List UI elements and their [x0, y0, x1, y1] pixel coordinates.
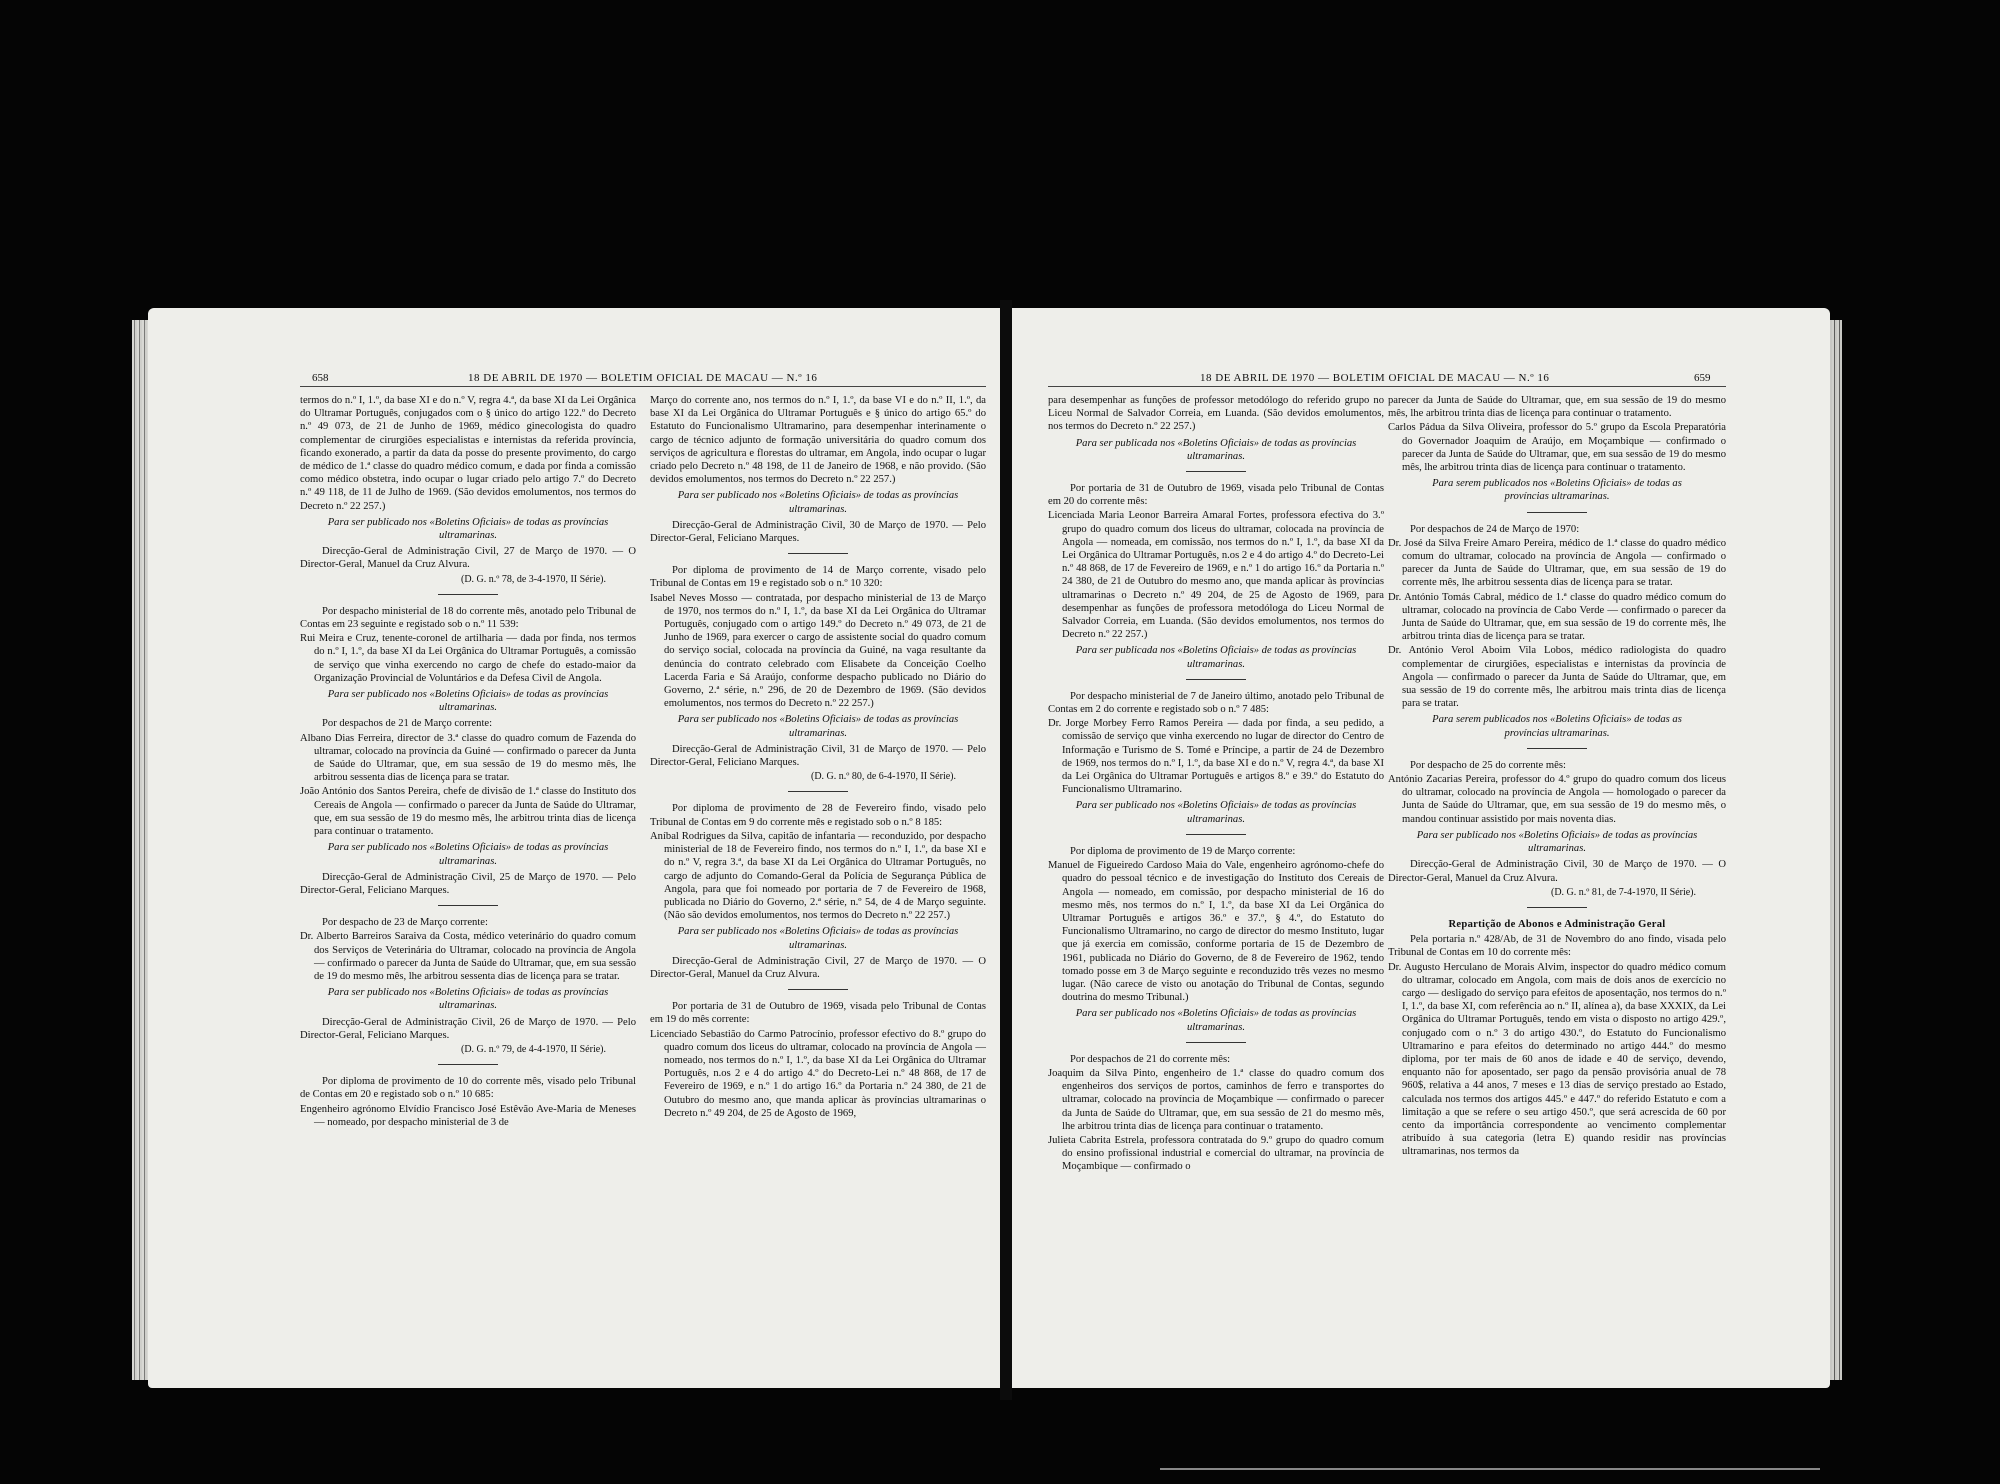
paragraph: Rui Meira e Cruz, tenente-coronel de artilharia — dada por finda, nos termos do n.º I, 1.º, da base XI da Lei Orgânica do Ultramar Português, a comissão de serviço que vinha exercendo no cargo de chefe do estado-maior da Organização Provincial de Voluntários e da Defesa Civil de Angola.	[300, 633, 636, 684]
left-header-rule	[300, 386, 986, 387]
column-3	[1048, 394, 1384, 1175]
publication-note: Para ser publicado nos «Boletins Oficiais» de todas as províncias ultramarinas.	[677, 926, 959, 951]
publication-note: Para ser publicado nos «Boletins Oficiais» de todas as províncias ultramarinas.	[327, 842, 609, 867]
paragraph: Engenheiro agrónomo Elvídio Francisco José Estêvão Ave-Maria de Meneses — nomeado, por despacho ministerial de 3 de	[300, 1103, 636, 1128]
publication-note: Para serem publicados nos «Boletins Oficiais» de todas as províncias ultramarinas.	[1432, 714, 1682, 739]
signature-line: Direcção-Geral de Administração Civil, 27 de Março de 1970. — O Director-Geral, Manuel da Cruz Alvura.	[300, 546, 636, 571]
publication-note: Para ser publicado nos «Boletins Oficiais» de todas as províncias ultramarinas.	[327, 689, 609, 714]
separator	[438, 1064, 498, 1065]
separator	[438, 594, 498, 595]
publication-note: Para ser publicado nos «Boletins Oficiais» de todas as províncias ultramarinas.	[677, 714, 959, 739]
publication-note: Para ser publicado nos «Boletins Oficiais» de todas as províncias ultramarinas.	[1075, 800, 1357, 825]
reference-line: (D. G. n.º 80, de 6-4-1970, II Série).	[810, 771, 956, 783]
paragraph: para desempenhar as funções de professor metodólogo do referido grupo no Liceu Normal de Salvador Correia, em Luanda. (São devidos emolumentos, nos termos do Decreto n.º 22 257.)	[1048, 395, 1384, 433]
paragraph: Albano Dias Ferreira, director de 3.ª classe do quadro comum de Fazenda do ultramar, colocado na província da Guiné — confirmado o parecer da Junta de Saúde do Ultramar, que, em sua sessão de 19 do mesmo mês, lhe arbitrou sessenta dias de licença para se tratar.	[300, 732, 636, 784]
publication-note: Para ser publicado nos «Boletins Oficiais» de todas as províncias ultramarinas.	[1075, 1008, 1357, 1033]
paragraph: Dr. José da Silva Freire Amaro Pereira, médico de 1.ª classe do quadro médico comum do ultramar, colocado na província de Angola — confirmado o parecer da Junta de Saúde do Ultramar, que, em sua sessão de 19 do corrente mês, lhe arbitrou sessenta dias de licença para se tratar.	[1388, 537, 1726, 589]
paragraph: João António dos Santos Pereira, chefe de divisão de 1.ª classe do Instituto dos Cereais de Angola — confirmado o parecer da Junta de Saúde do Ultramar, que, em sua sessão de 19 do mesmo mês, lhe arbitrou trinta dias de licença para continuar o tratamento.	[300, 786, 636, 838]
paragraph: Por diploma de provimento de 28 de Fevereiro findo, visado pelo Tribunal de Contas em 9 do corrente mês e registado sob o n.º 8 185:	[650, 803, 986, 828]
paragraph: Março do corrente ano, nos termos do n.º I, 1.º, da base VI e do n.º II, 1.º, da base XI da Lei Orgânica do Ultramar Português e § único do artigo 65.º do Estatuto do Funcionalismo Ultramarino, para desempenhar interinamente o cargo de técnico adjunto de formação universitária do quadro comum dos serviços de agricultura e florestas do ultramar, em Angola, indo ocupar o lugar criado pelo Decreto n.º 48 198, de 11 de Janeiro de 1968, e não provido. (São devidos emolumentos, nos termos do Decreto n.º 22 257.)	[650, 395, 986, 486]
paragraph: Por despachos de 24 de Março de 1970:	[1410, 523, 1580, 535]
separator	[788, 553, 848, 554]
signature-line: Direcção-Geral de Administração Civil, 31 de Março de 1970. — Pelo Director-Geral, Feliciano Marques.	[650, 743, 986, 769]
right-page-number: 659	[1694, 372, 1711, 384]
paragraph: Dr. Augusto Herculano de Morais Alvim, inspector do quadro médico comum do ultramar, colocado em Angola, com mais de dois anos de exercício no cargo — desligado do serviço para efeitos de aposentação, nos termos do n.º I, 1.º, da base XI, com referência ao n.º II, alínea a), da base XXXIX, da Lei Orgânica do Ultramar Português, tendo em vista o disposto no artigo 429.º, conjugado com o n.º 3 do artigo 430.º, do Estatuto do Funcionalismo Ultramarino e para efeitos do determinado no artigo 444.º do mesmo diploma, por ter mais de 60 anos de idade e 40 de serviço, devendo, enquanto não for aposentado, ser pago da pensão provisória anual de 78 960$, relativa a 44 anos, 7 meses e 13 dias de serviço prestado ao Estado, calculada nos termos dos artigos 445.º e 447.º do referido Estatuto e com a limitação a que se refere o seu artigo 450.º, que será acrescida de 60 por cento da importância correspondente ao vencimento complementar atribuído à sua categoria (letra E) quando residir nas províncias ultramarinas, nos termos da	[1388, 961, 1726, 1158]
left-page-header: 18 DE ABRIL DE 1970 — BOLETIM OFICIAL DE MACAU — N.º 16	[468, 372, 818, 384]
publication-note: Para serem publicados nos «Boletins Oficiais» de todas as províncias ultramarinas.	[1432, 478, 1682, 503]
book-gutter	[1000, 300, 1012, 1400]
paragraph: Licenciada Maria Leonor Barreira Amaral Fortes, professora efectiva do 3.º grupo do quadro comum dos liceus do ultramar, colocada na província de Angola — nomeada, em comissão, nos termos do n.º I, 1.º, da base XI da Lei Orgânica do Ultramar Português, n.os 2 e 4 do artigo 4.º do Decreto-Lei n.º 48 868, de 17 de Fevereiro de 1969, e n.º 1 do artigo 16.º da Portaria n.º 24 380, de 21 de Outubro do mesmo ano, que manda aplicar às províncias ultramarinas o Decreto n.º 49 204, de 25 de Agosto de 1969, para desempenhar as funções de professora metodóloga do Liceu Normal de Salvador Correia, em Luanda. (São devidos emolumentos, nos termos do Decreto n.º 22 257.)	[1048, 510, 1384, 641]
signature-line: Direcção-Geral de Administração Civil, 25 de Março de 1970. — Pelo Director-Geral, Feliciano Marques.	[300, 871, 636, 896]
paragraph: Joaquim da Silva Pinto, engenheiro de 1.ª classe do quadro comum dos engenheiros dos serviços de portos, caminhos de ferro e transportes do ultramar, colocado na província de Moçambique — confirmado o parecer da Junta de Saúde do Ultramar, que, em sua sessão de 21 do mesmo mês, lhe arbitrou trinta dias de licença para continuar o tratamento.	[1048, 1067, 1384, 1132]
separator	[788, 791, 848, 792]
signature-line: Direcção-Geral de Administração Civil, 30 de Março de 1970. — O Director-Geral, Manuel da Cruz Alvura.	[1388, 859, 1726, 884]
paragraph: Dr. António Tomás Cabral, médico de 1.ª classe do quadro médico comum do ultramar, colocado na província de Cabo Verde — confirmado o parecer da Junta de Saúde do Ultramar, que, em sua sessão de 19 do corrente mês, lhe arbitrou trinta dias de licença para se tratar.	[1388, 591, 1726, 643]
signature-line: Direcção-Geral de Administração Civil, 26 de Março de 1970. — Pelo Director-Geral, Feliciano Marques.	[300, 1016, 636, 1041]
paragraph: parecer da Junta de Saúde do Ultramar, que, em sua sessão de 19 do mesmo mês, lhe arbitrou trinta dias de licença para continuar o tratamento.	[1388, 395, 1726, 420]
signature-line: Direcção-Geral de Administração Civil, 27 de Março de 1970. — O Director-Geral, Manuel da Cruz Alvura.	[650, 955, 986, 980]
column-4	[1388, 394, 1726, 1160]
separator	[1186, 679, 1246, 680]
paragraph: Isabel Neves Mosso — contratada, por despacho ministerial de 13 de Março de 1970, nos termos do n.º I, 1.º, da base XI da Lei Orgânica do Ultramar Português, conjugado com o artigo 149.º do Decreto n.º 49 073, de 21 de Junho de 1969, para exercer o cargo de assistente social do quadro comum do serviço social, colocada na província da Guiné, na vaga resultante da denúncia do contrato celebrado com Elisabete da Conceição Coelho Lacerda Faria e Sá Araújo, conforme despacho publicado no Diário do Governo, 2.ª série, n.º 296, de 20 de Dezembro de 1969. (São devidos emolumentos, nos termos do Decreto n.º 22 257.)	[650, 592, 986, 710]
paragraph: Por portaria de 31 de Outubro de 1969, visada pelo Tribunal de Contas em 19 do mês corrente:	[650, 1001, 986, 1026]
paragraph: Julieta Cabrita Estrela, professora contratada do 9.º grupo do quadro comum do ensino profissional industrial e comercial do ultramar, na província de Moçambique — confirmado o	[1048, 1134, 1384, 1173]
paragraph: Por despacho de 23 de Março corrente:	[322, 917, 488, 929]
paragraph: António Zacarias Pereira, professor do 4.º grupo do quadro comum dos liceus do ultramar, colocado na província de Angola — homologado o parecer da Junta de Saúde do Ultramar, que, em sua sessão de 19 do mesmo mês, o mandou continuar assistido por mais noventa dias.	[1388, 774, 1726, 825]
paragraph: Por diploma de provimento de 19 de Março corrente:	[1070, 845, 1296, 857]
signature-line: Direcção-Geral de Administração Civil, 30 de Março de 1970. — Pelo Director-Geral, Feliciano Marques.	[650, 519, 986, 545]
right-header-rule	[1048, 386, 1726, 387]
paragraph: Aníbal Rodrigues da Silva, capitão de infantaria — reconduzido, por despacho ministerial de 18 de Fevereiro findo, nos termos do n.º I, 1.º, da base XI e do n.º V, regra 3.ª, da base XI da Lei Orgânica do Ultramar Português, no cargo de adjunto do Comando-Geral da Polícia de Segurança Pública de Angola, para que foi nomeado por portaria de 7 de Fevereiro de 1968, publicada no Diário do Governo, 2.ª série, n.º 54, de 4 de Março seguinte. (Não são devidos emolumentos, nos termos do Decreto n.º 22 257.)	[650, 830, 986, 922]
paragraph: Por despachos de 21 do corrente mês:	[1070, 1053, 1231, 1065]
paragraph: Dr. António Verol Aboim Vila Lobos, médico radiologista do quadro complementar de cirurgiões, especialistas e internistas da província de Angola — confirmado o parecer da Junta de Saúde do Ultramar, que, em sua sessão de 19 do corrente mês, lhe arbitrou mais trinta dias de licença para se tratar.	[1388, 645, 1726, 710]
paragraph: Pela portaria n.º 428/Ab, de 31 de Novembro do ano findo, visada pelo Tribunal de Contas em 10 do corrente mês:	[1388, 934, 1726, 959]
separator	[1186, 471, 1246, 472]
publication-note: Para ser publicado nos «Boletins Oficiais» de todas as províncias ultramarinas.	[327, 516, 609, 542]
paragraph: Licenciado Sebastião do Carmo Patrocínio, professor efectivo do 8.º grupo do quadro comum dos liceus do ultramar, colocado na província de Angola — nomeado, nos termos do n.º I, 1.º, da base XI da Lei Orgânica do Ultramar Português, n.os 2 e 4 do artigo 4.º do Decreto-Lei n.º 48 868, de 17 de Fevereiro de 1969, e n.º 1 do artigo 16.º da Portaria n.º 24 380, de 21 de Outubro do mesmo ano, que manda aplicar às províncias ultramarinas o Decreto n.º 49 204, de 25 de Agosto de 1969,	[650, 1028, 986, 1119]
separator	[1186, 1042, 1246, 1043]
left-page-number: 658	[312, 372, 329, 384]
paragraph: termos do n.º I, 1.º, da base XI e do n.º V, regra 4.ª, da base XI da Lei Orgânica do Ultramar Português, conjugados com o § único do artigo 122.º do Decreto n.º 49 073, de 21 de Junho de 1969, médico ginecologista do quadro complementar de cirurgiões especialistas e internistas da referida província, ficando exonerado, a partir da data da posse do presente provimento, do cargo de médico de 1.ª classe do quadro médico comum, e dada por finda a comissão como médico obstetra, indo ocupar o lugar criado pelo artigo 7.º do Decreto n.º 49 118, de 11 de Julho de 1969. (São devidos emolumentos, nos termos do Decreto n.º 22 257.)	[300, 395, 636, 512]
paragraph: Carlos Pádua da Silva Oliveira, professor do 5.º grupo da Escola Preparatória do Governador Joaquim de Araújo, em Moçambique — confirmado o parecer da Junta de Saúde do Ultramar, que, em sua sessão de 19 do mesmo mês, lhe arbitrou trinta dias de licença para continuar o tratamento.	[1388, 422, 1726, 474]
separator	[1527, 748, 1587, 749]
paragraph: Por diploma de provimento de 14 de Março corrente, visado pelo Tribunal de Contas em 19 e registado sob o n.º 10 320:	[650, 565, 986, 590]
publication-note: Para ser publicado nos «Boletins Oficiais» de todas as províncias ultramarinas.	[327, 987, 609, 1012]
paragraph: Por portaria de 31 de Outubro de 1969, visada pelo Tribunal de Contas em 20 do corrente mês:	[1048, 483, 1384, 508]
reference-line: (D. G. n.º 81, de 7-4-1970, II Série).	[1550, 886, 1696, 898]
separator	[1527, 512, 1587, 513]
separator	[1527, 907, 1587, 908]
reference-line: (D. G. n.º 79, de 4-4-1970, II Série).	[460, 1043, 606, 1055]
paragraph: Manuel de Figueiredo Cardoso Maia do Vale, engenheiro agrónomo-chefe do quadro do pessoal técnico e de investigação do Instituto dos Cereais de Angola — nomeado, em comissão, por despacho ministerial de 16 do mesmo mês, nos termos do n.º I, 1.º, da base XI da Lei Orgânica do Ultramar Português e artigos 36.º e 37.º, § 4.º, do Estatuto do Funcionalismo Ultramarino, no cargo de director do mesmo Instituto, lugar que já exercia em comissão, conforme portaria de 15 de Dezembro de 1961, publicada no Diário do Governo, de 8 de Fevereiro de 1962, tendo tomado posse em 3 de Março seguinte e reconduzido três vezes no mesmo lugar. (Não carece de visto ou anotação do Tribunal de Contas, segundo doutrina do mesmo Tribunal.)	[1048, 860, 1384, 1004]
paragraph: Dr. Alberto Barreiros Saraiva da Costa, médico veterinário do quadro comum dos Serviços de Veterinária do Ultramar, colocado na província de Angola — confirmado o parecer da Junta de Saúde do Ultramar, que, em sua sessão de 19 do mesmo mês, lhe arbitrou sessenta dias de licença para se tratar.	[300, 931, 636, 982]
publication-note: Para ser publicado nos «Boletins Oficiais» de todas as províncias ultramarinas.	[677, 490, 959, 515]
publication-note: Para ser publicada nos «Boletins Oficiais» de todas as províncias ultramarinas.	[1075, 437, 1357, 462]
right-page-header: 18 DE ABRIL DE 1970 — BOLETIM OFICIAL DE MACAU — N.º 16	[1200, 372, 1550, 384]
paragraph: Por despacho ministerial de 7 de Janeiro último, anotado pelo Tribunal de Contas em 2 do corrente e registado sob o n.º 7 485:	[1048, 690, 1384, 716]
section-heading: Repartição de Abonos e Administração Geral	[1448, 918, 1666, 930]
publication-note: Para ser publicada nos «Boletins Oficiais» de todas as províncias ultramarinas.	[1075, 645, 1357, 670]
separator	[438, 905, 498, 906]
separator	[788, 989, 848, 990]
paragraph: Por diploma de provimento de 10 do corrente mês, visado pelo Tribunal de Contas em 20 e registado sob o n.º 10 685:	[300, 1076, 636, 1101]
separator	[1186, 834, 1246, 835]
paragraph: Por despacho ministerial de 18 do corrente mês, anotado pelo Tribunal de Contas em 23 seguinte e registado sob o n.º 11 539:	[300, 605, 636, 631]
column-2	[650, 394, 986, 1121]
reference-line: (D. G. n.º 78, de 3-4-1970, II Série).	[460, 573, 606, 585]
paragraph: Por despachos de 21 de Março corrente:	[322, 718, 493, 730]
column-1	[300, 394, 636, 1130]
paragraph: Por despacho de 25 do corrente mês:	[1410, 759, 1566, 771]
paragraph: Dr. Jorge Morbey Ferro Ramos Pereira — dada por finda, a seu pedido, a comissão de serviço que vinha exercendo no lugar de director do Centro de Informação e Turismo de S. Tomé e Príncipe, a partir de 24 de Dezembro de 1969, nos termos do n.º I, 1.º, da base XI e do n.º V, regra 4.ª, da base XI da Lei Orgânica do Ultramar Português e artigos 8.º e 39.º do Estatuto do Funcionalismo Ultramarino.	[1048, 718, 1384, 796]
publication-note: Para ser publicado nos «Boletins Oficiais» de todas as províncias ultramarinas.	[1416, 829, 1698, 855]
